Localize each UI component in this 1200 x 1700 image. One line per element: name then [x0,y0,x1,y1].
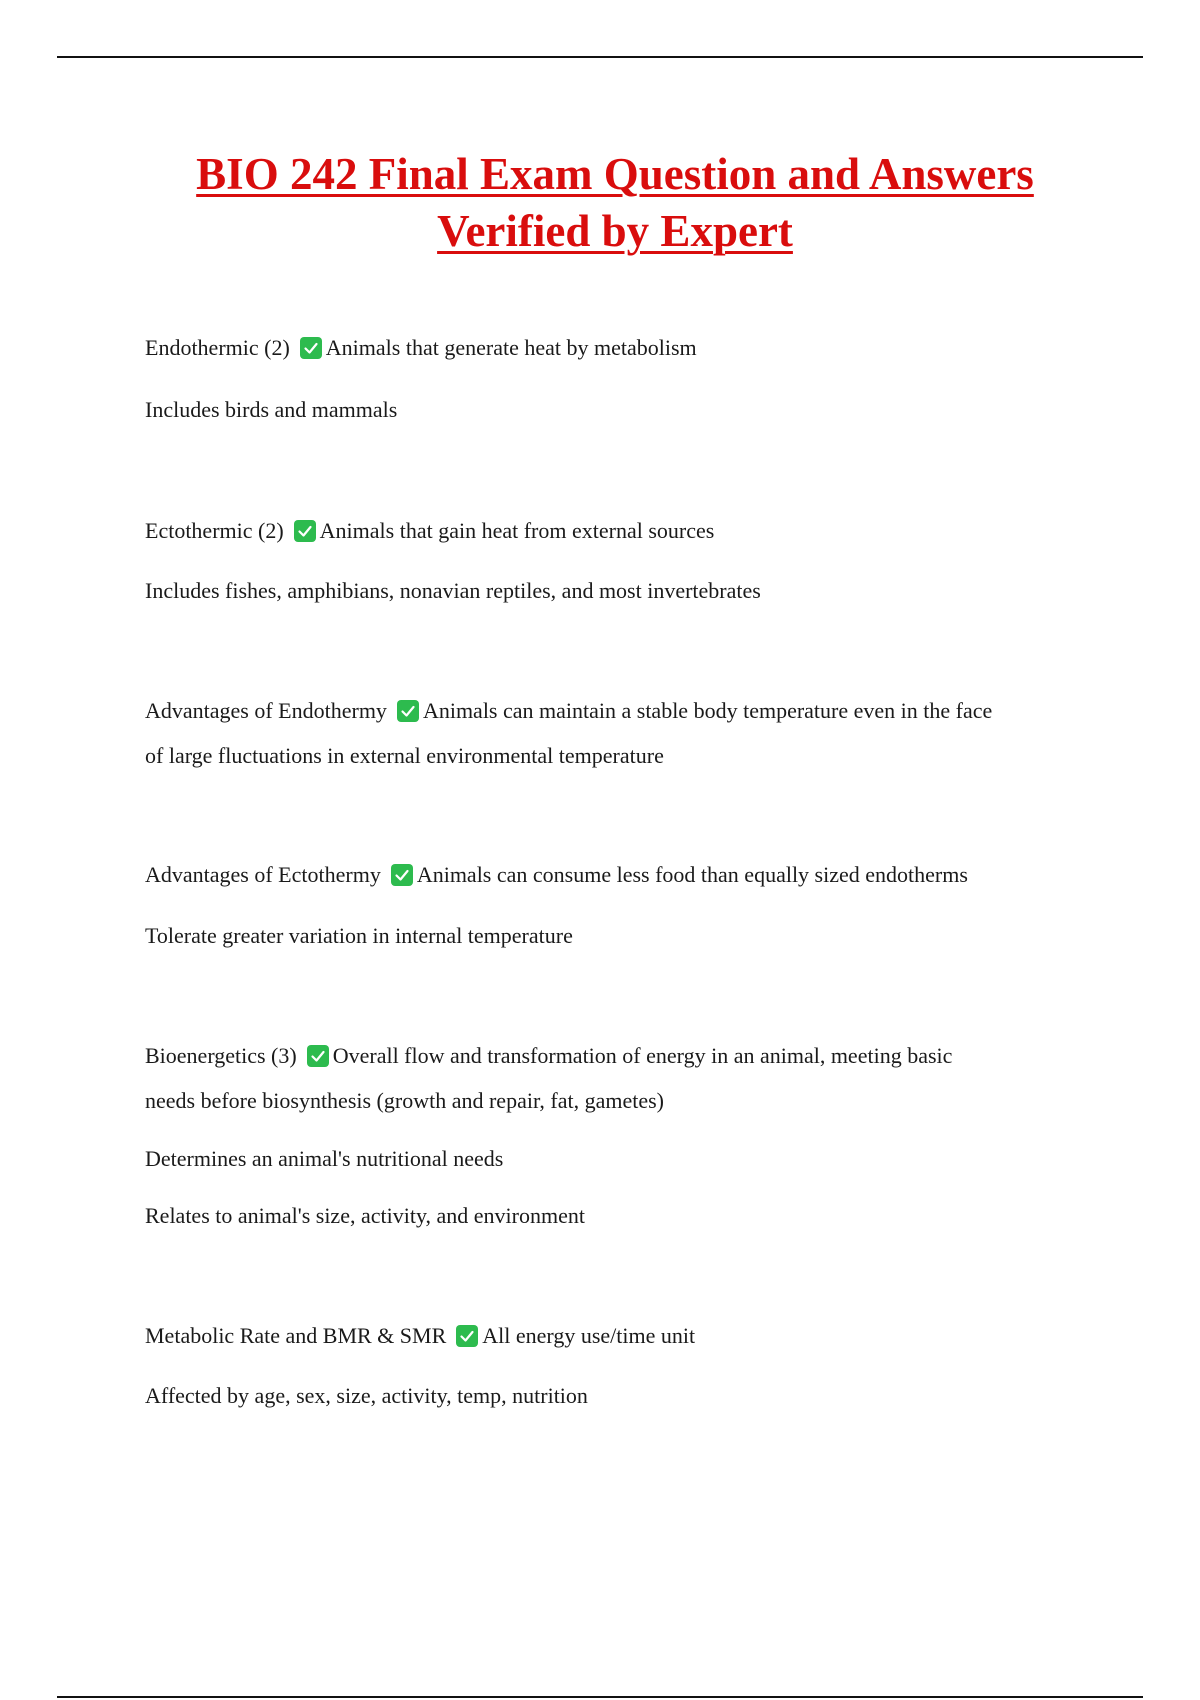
qa-entry-metabolic-rate [145,1313,1085,1358]
term: Ectothermic (2) [145,518,284,543]
check-icon [391,864,413,886]
title-line-1: BIO 242 Final Exam Question and Answers [196,149,1034,199]
document-title [100,146,1130,260]
qa-entry-bioenergetics [145,1033,1085,1078]
qa-note: Includes birds and mammals [145,397,398,422]
header-rule [57,56,1143,58]
definition: Animals can consume less food than equally sized endotherms [416,862,968,887]
term: Advantages of Ectothermy [145,862,381,887]
term: Bioenergetics (3) [145,1043,297,1068]
qa-note: Relates to animal's size, activity, and environment [145,1203,585,1228]
definition: Animals that generate heat by metabolism [325,335,697,360]
qa-entry-advantages-ectothermy [145,852,1085,897]
qa-note: Affected by age, sex, size, activity, temp, nutrition [145,1383,588,1408]
definition-continued: needs before biosynthesis (growth and repair, fat, gametes) [145,1088,664,1113]
definition: All energy use/time unit [482,1323,696,1348]
definition-continued: of large fluctuations in external environmental temperature [145,743,664,768]
definition: Overall flow and transformation of energy in an animal, meeting basic [332,1043,953,1068]
qa-note: Tolerate greater variation in internal temperature [145,923,573,948]
term: Endothermic (2) [145,335,290,360]
definition: Animals can maintain a stable body temperature even in the face [422,698,993,723]
check-icon [456,1325,478,1347]
title-line-2: Verified by Expert [437,206,793,256]
term: Advantages of Endothermy [145,698,387,723]
check-icon [397,700,419,722]
definition: Animals that gain heat from external sources [319,518,715,543]
check-icon [300,337,322,359]
qa-entry-advantages-endothermy [145,688,1085,733]
term: Metabolic Rate and BMR & SMR [145,1323,447,1348]
qa-note: Determines an animal's nutritional needs [145,1146,504,1171]
qa-entry-ectothermic [145,508,1085,553]
check-icon [294,520,316,542]
check-icon [307,1045,329,1067]
qa-note: Includes fishes, amphibians, nonavian reptiles, and most invertebrates [145,578,761,603]
footer-rule [57,1696,1143,1698]
qa-entry-endothermic [145,325,1085,370]
